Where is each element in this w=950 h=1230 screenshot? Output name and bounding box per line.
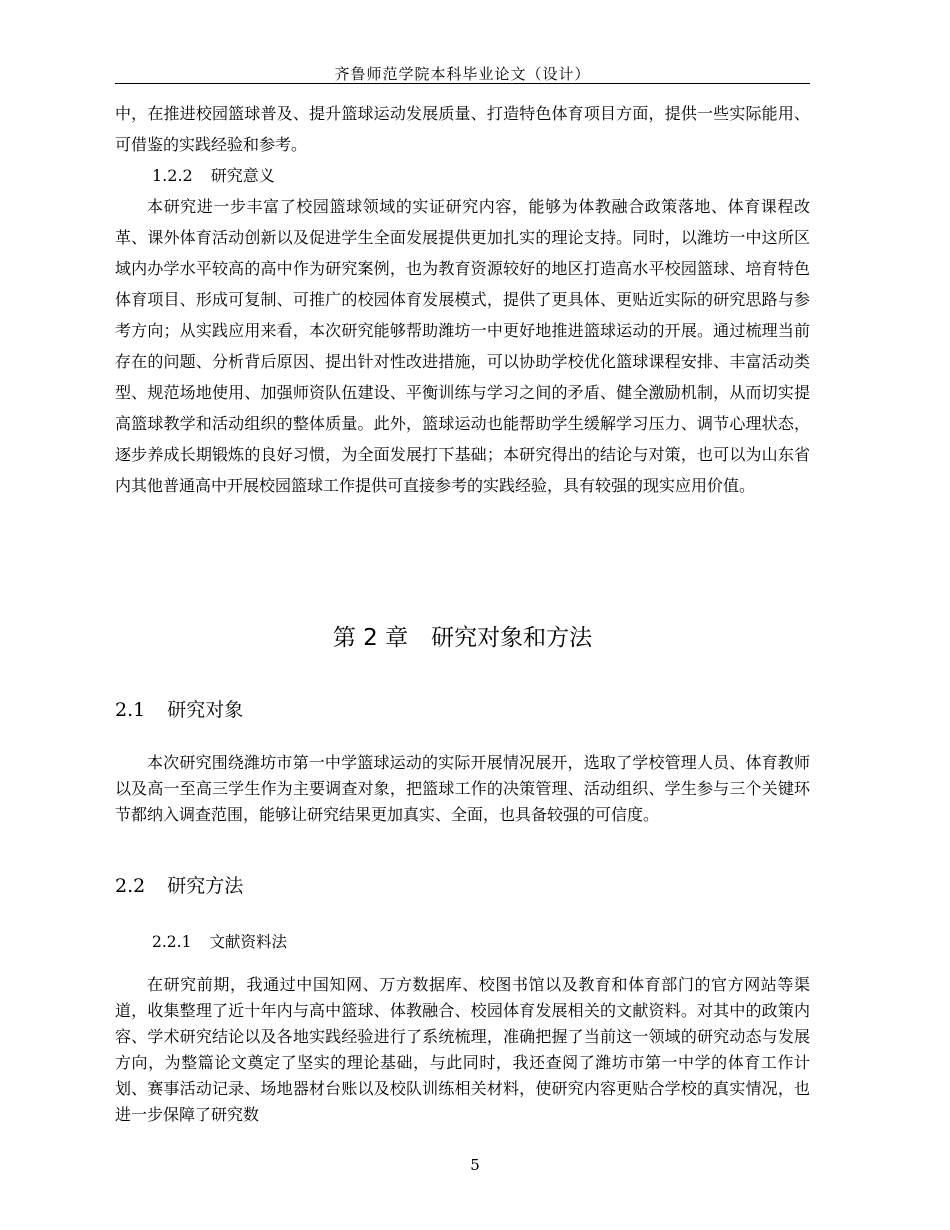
section-number: 2.1 bbox=[115, 699, 146, 721]
section-heading-2-2 bbox=[115, 873, 243, 899]
section-2-1-text-block bbox=[115, 750, 810, 828]
section-number: 2.2 bbox=[115, 875, 146, 897]
paragraph-research-subjects: 本次研究围绕潍坊市第一中学篮球运动的实际开展情况展开，选取了学校管理人员、体育教师以及高一至高三学生作为主要调查对象，把篮球工作的决策管理、活动组织、学生参与三个关键环节都纳入调查范围，能够让研究结果更加真实、全面，也具备较强的可信度。 bbox=[115, 753, 810, 824]
header-rule bbox=[115, 83, 810, 84]
section-title-text: 研究对象 bbox=[167, 699, 244, 721]
chapter-title: 第 2 章 研究对象和方法 bbox=[332, 625, 593, 651]
section-title-text: 研究方法 bbox=[167, 875, 244, 897]
paragraph-continuation: 中，在推进校园篮球普及、提升篮球运动发展质量、打造特色体育项目方面，提供一些实际能用、可借鉴的实践经验和参考。 bbox=[115, 104, 810, 154]
subsection-title: 文献资料法 bbox=[209, 933, 287, 951]
subsection-heading-1-2-2 bbox=[115, 160, 810, 191]
section-1-2-text-block bbox=[115, 98, 810, 501]
subsection-title: 研究意义 bbox=[210, 166, 275, 185]
subsection-number: 1.2.2 bbox=[152, 166, 193, 185]
subsection-number: 2.2.1 bbox=[152, 933, 192, 951]
section-heading-2-1 bbox=[115, 697, 243, 723]
subsection-heading-2-2-1 bbox=[152, 930, 287, 952]
section-2-2-1-text-block bbox=[115, 972, 810, 1128]
page-number: 5 bbox=[470, 1156, 480, 1174]
paragraph-literature-method: 在研究前期，我通过中国知网、万方数据库、校图书馆以及教育和体育部门的官方网站等渠道，收集整理了近十年内与高中篮球、体教融合、校园体育发展相关的文献资料。对其中的政策内容、学术研究结论以及各地实践经验进行了系统梳理，准确把握了当前这一领域的研究动态与发展方向，为整篇论文奠定了坚实的理论基础，与此同时，我还查阅了潍坊市第一中学的体育工作计划、赛事活动记录、场地器材台账以及校队训练相关材料，使研究内容更贴合学校的真实情况，也进一步保障了研究数 bbox=[115, 975, 810, 1124]
paragraph-research-significance: 本研究进一步丰富了校园篮球领域的实证研究内容，能够为体教融合政策落地、体育课程改革、课外体育活动创新以及促进学生全面发展提供更加扎实的理论支持。同时，以潍坊一中这所区域内办学水平较高的高中作为研究案例，也为教育资源较好的地区打造高水平校园篮球、培育特色体育项目、形成可复制、可推广的校园体育发展模式，提供了更具体、更贴近实际的研究思路与参考方向；从实践应用来看，本次研究能够帮助潍坊一中更好地推进篮球运动的开展。通过梳理当前存在的问题、分析背后原因、提出针对性改进措施，可以协助学校优化篮球课程安排、丰富活动类型、规范场地使用、加强师资队伍建设、平衡训练与学习之间的矛盾、健全激励机制，从而切实提高篮球教学和活动组织的整体质量。此外，篮球运动也能帮助学生缓解学习压力、调节心理状态，逐步养成长期锻炼的良好习惯，为全面发展打下基础；本研究得出的结论与对策，也可以为山东省内其他普通高中开展校园篮球工作提供可直接参考的实践经验，具有较强的现实应用价值。 bbox=[115, 197, 810, 495]
running-header: 齐鲁师范学院本科毕业论文（设计） bbox=[334, 65, 591, 83]
